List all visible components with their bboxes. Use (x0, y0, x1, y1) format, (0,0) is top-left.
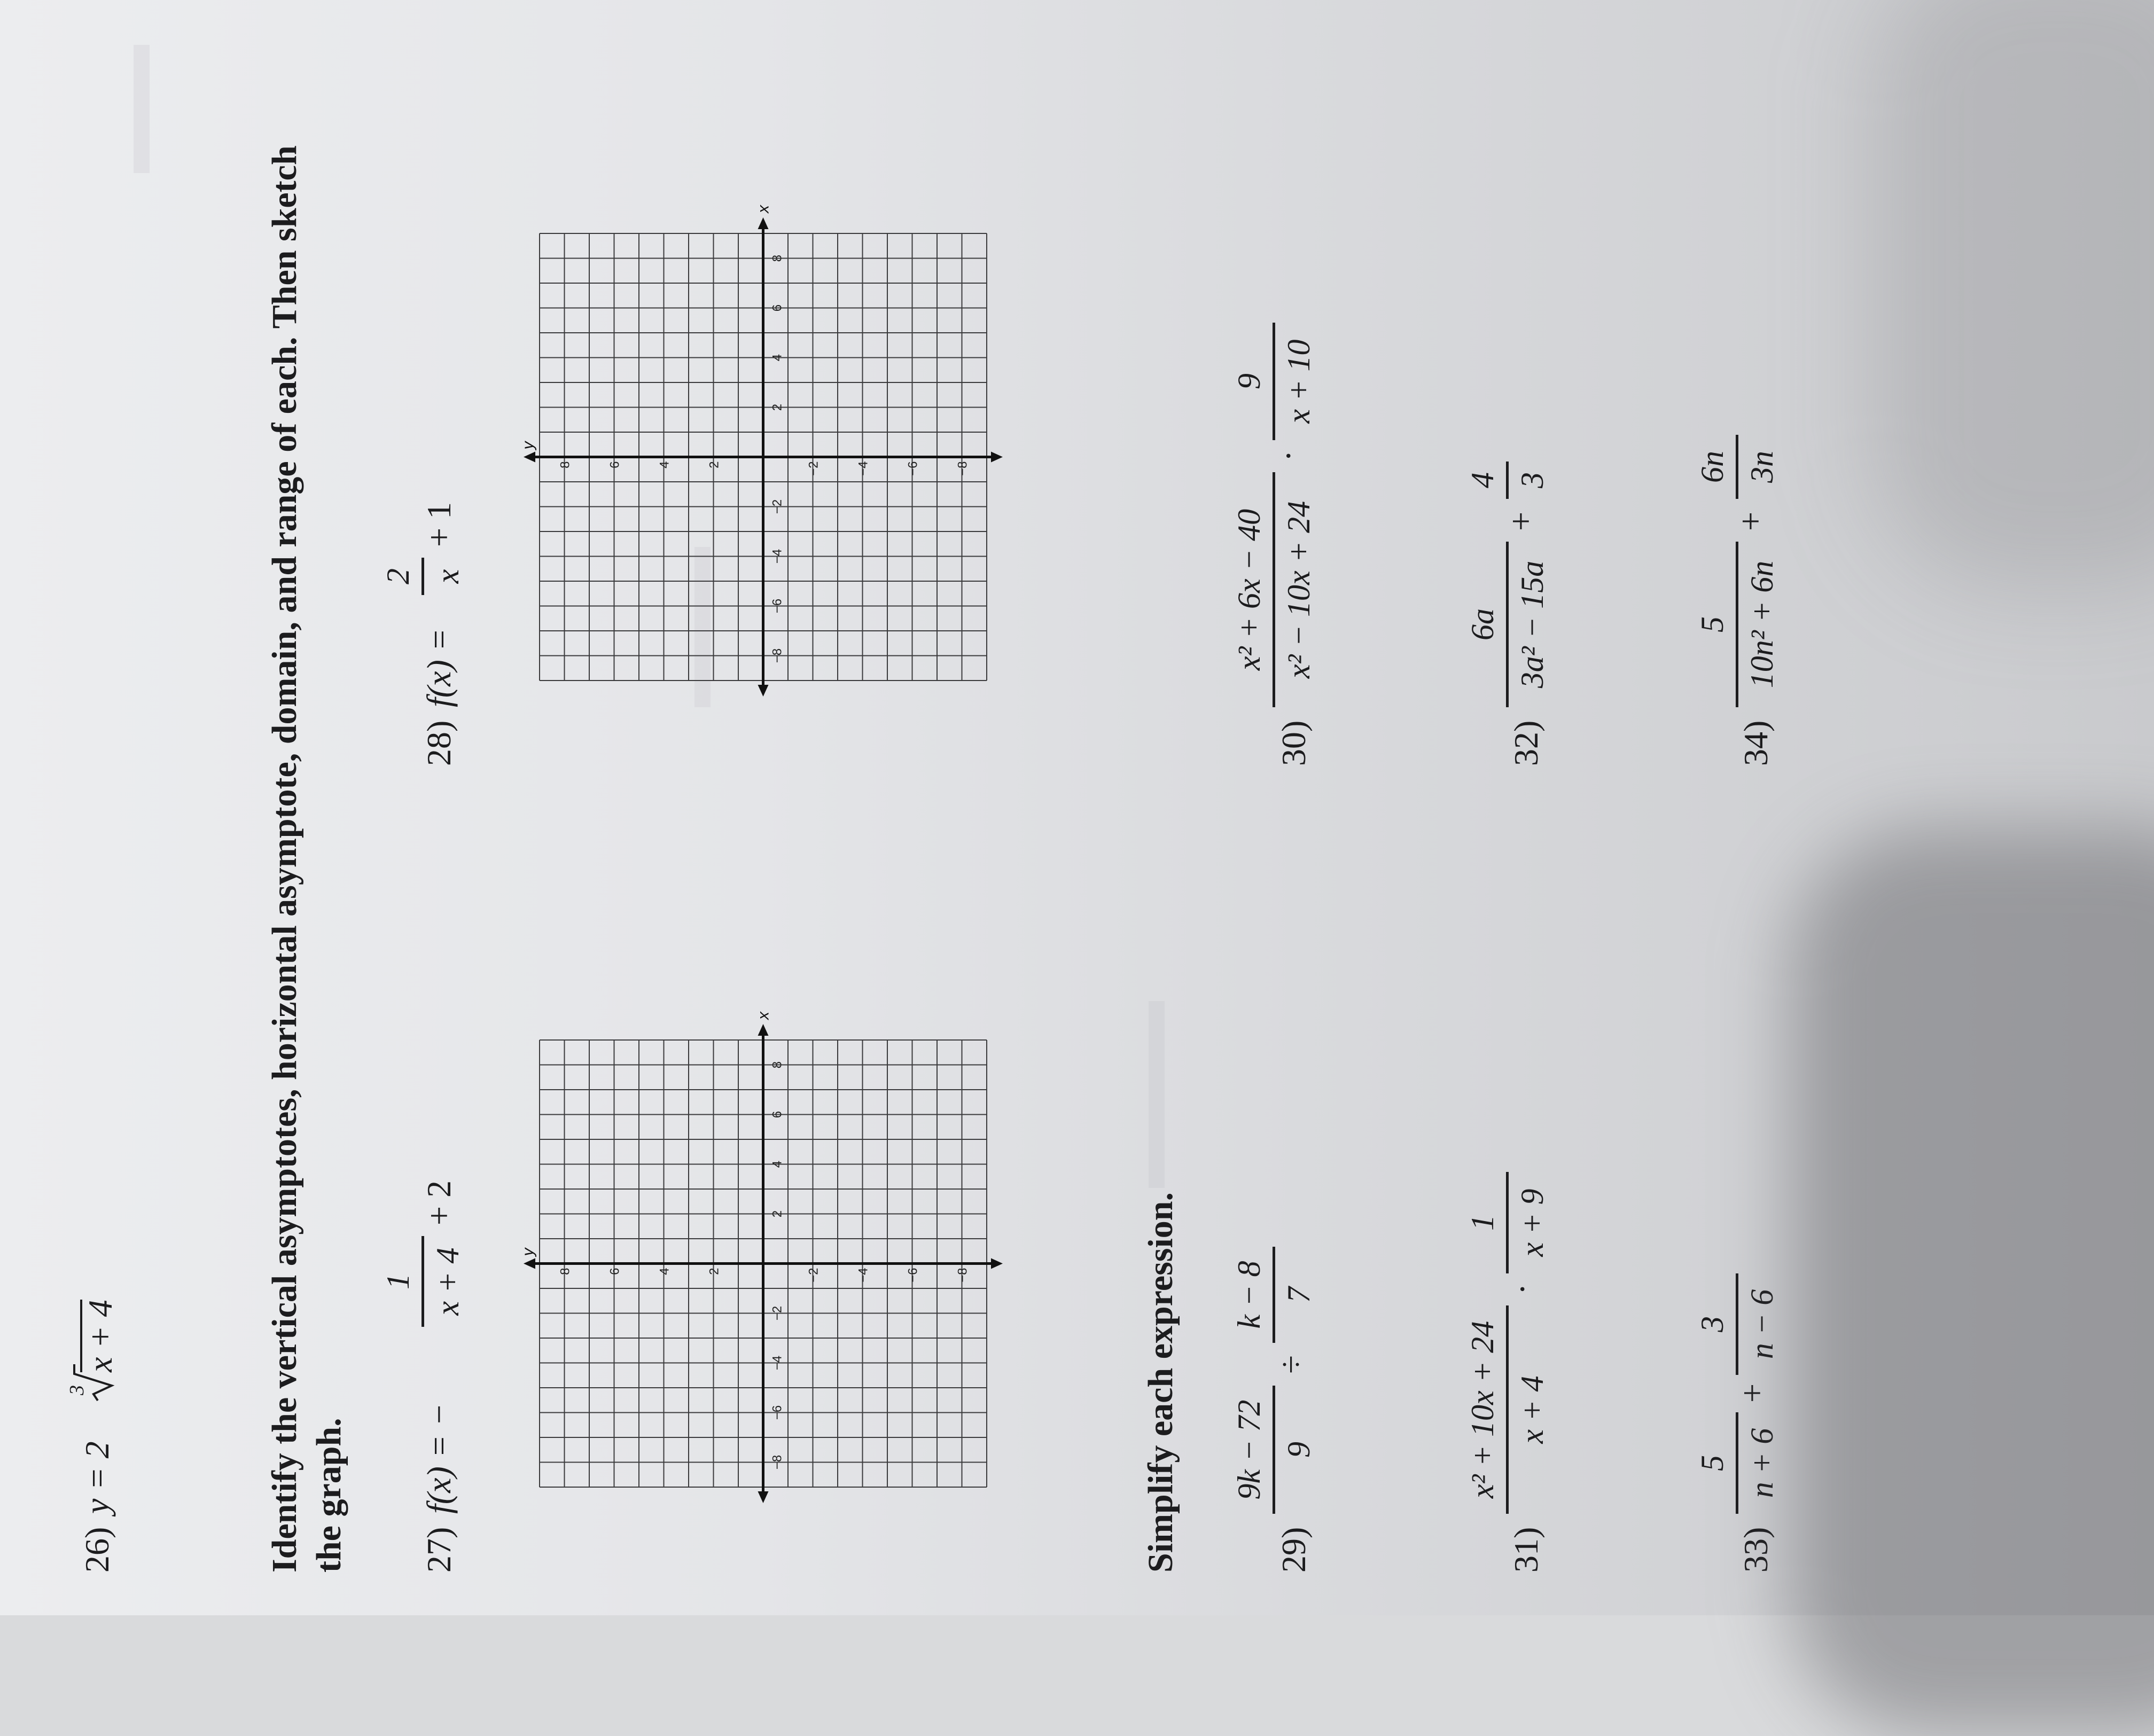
y-tick-label: 6 (607, 461, 622, 468)
fraction-numerator: 1 (380, 1273, 416, 1289)
x-tick-label: 8 (770, 1061, 785, 1069)
fraction-denominator: 3n (1744, 451, 1780, 483)
coordinate-grid-27 (513, 985, 1026, 1519)
problem-29-fraction-2 (1233, 1247, 1315, 1343)
fraction-bar (1273, 323, 1275, 440)
y-tick-label: 2 (707, 461, 722, 468)
y-tick-label: 2 (707, 1268, 722, 1275)
instructions-heading-line2: the graph. (309, 1418, 348, 1573)
shadow-bottom-right (1790, 828, 2154, 1736)
x-tick-label: −6 (770, 1405, 785, 1420)
problem-29-number: 29) (1275, 1527, 1313, 1573)
fraction-bar (1273, 472, 1275, 707)
problem-34-fraction-1 (1696, 542, 1778, 707)
problem-27-tail: + 2 (420, 1180, 458, 1225)
problem-32-fraction-2 (1466, 462, 1548, 499)
y-tick-label: −8 (955, 1268, 970, 1283)
y-tick-label: 4 (657, 1268, 672, 1275)
fraction-denominator: x + 4 (1515, 1375, 1550, 1444)
fraction-numerator: 6n (1695, 451, 1730, 483)
x-tick-label: −4 (770, 549, 785, 564)
x-axis-arrow-icon (758, 685, 769, 697)
fraction-numerator: 5 (1695, 616, 1730, 632)
y-tick-label: −2 (806, 461, 821, 476)
problem-30-fraction-1 (1233, 472, 1315, 707)
problem-33-fraction-1 (1696, 1412, 1778, 1514)
fraction-numerator: x² + 10x + 24 (1465, 1320, 1500, 1499)
problem-26-root-index: 3 (66, 1385, 88, 1395)
x-tick-label: 8 (770, 254, 785, 262)
fraction-bar (1506, 542, 1509, 707)
fraction-denominator: 3 (1515, 472, 1550, 488)
x-tick-label: −6 (770, 598, 785, 614)
y-axis-label: y (519, 1248, 537, 1256)
x-axis-arrow-icon (758, 217, 769, 229)
x-tick-label: −2 (770, 499, 785, 514)
y-axis-arrow-icon (524, 1258, 535, 1269)
fraction-bar (1506, 1305, 1509, 1514)
x-axis-label: x (754, 1012, 772, 1020)
x-tick-label: −4 (770, 1355, 785, 1371)
x-axis-arrow-icon (758, 1491, 769, 1503)
problem-26-radicand: x + 4 (81, 1300, 119, 1372)
x-tick-label: 6 (770, 1111, 785, 1119)
y-axis-arrow-icon (991, 452, 1003, 463)
problem-30-number: 30) (1275, 720, 1313, 766)
y-tick-label: −6 (906, 461, 920, 476)
fraction-bar (1736, 435, 1738, 499)
problem-26-expr-prefix: y = 2 (78, 1441, 116, 1514)
fraction-bar (1273, 1247, 1275, 1343)
problem-28-number: 28) (420, 720, 458, 766)
y-axis-label: y (519, 441, 537, 450)
y-tick-label: 6 (607, 1268, 622, 1275)
y-axis-arrow-icon (524, 452, 535, 463)
problem-27-fraction (382, 1236, 464, 1327)
fraction-denominator: x + 9 (1515, 1188, 1550, 1257)
fraction-bar (1736, 542, 1738, 707)
problem-31-fraction-2 (1466, 1172, 1548, 1273)
x-tick-label: −2 (770, 1305, 785, 1321)
fraction-bar (1273, 1386, 1275, 1514)
fraction-numerator: 3 (1695, 1316, 1730, 1332)
problem-34-number: 34) (1737, 720, 1775, 766)
fraction-denominator: 10n² + 6n (1744, 560, 1780, 689)
fraction-numerator: 1 (1465, 1215, 1500, 1231)
x-tick-label: 4 (770, 354, 785, 362)
fraction-numerator: 2 (380, 568, 416, 584)
problem-27-lhs: f(x) = − (420, 1403, 458, 1514)
problem-27-number: 27) (420, 1527, 458, 1573)
coordinate-grid-28 (513, 178, 1026, 713)
fraction-denominator: 7 (1281, 1287, 1316, 1303)
fraction-numerator: 9k − 72 (1231, 1399, 1267, 1500)
problem-33-number: 33) (1737, 1527, 1775, 1573)
problem-30-operator: · (1269, 450, 1307, 462)
x-tick-label: −8 (770, 1455, 785, 1470)
fraction-numerator: 5 (1695, 1455, 1730, 1471)
y-tick-label: −4 (856, 1268, 871, 1283)
fraction-denominator: 9 (1281, 1442, 1316, 1458)
fraction-numerator: 6a (1465, 608, 1500, 640)
problem-29-fraction-1 (1233, 1386, 1315, 1514)
problem-28-lhs: f(x) = (420, 628, 458, 707)
y-tick-label: −6 (906, 1268, 920, 1283)
y-axis-arrow-icon (991, 1258, 1003, 1269)
problem-31-number: 31) (1507, 1527, 1545, 1573)
x-tick-label: 2 (770, 403, 785, 411)
problem-33-operator: + (1733, 1383, 1771, 1403)
problem-33-fraction-2 (1696, 1273, 1778, 1375)
fraction-denominator: x + 10 (1281, 339, 1316, 424)
problem-31-fraction-1 (1466, 1305, 1548, 1514)
section-heading-simplify: Simplify each expression. (1141, 1192, 1180, 1573)
x-tick-label: 4 (770, 1160, 785, 1168)
fraction-denominator: 3a² − 15a (1515, 560, 1550, 689)
fraction-numerator: 4 (1465, 472, 1500, 488)
bleed-through-mark (134, 45, 150, 173)
problem-28-tail: + 1 (420, 502, 458, 547)
bleed-through-mark (1149, 1001, 1165, 1188)
problem-31-operator: · (1503, 1283, 1541, 1295)
problem-30-fraction-2 (1233, 323, 1315, 440)
fraction-denominator: x (430, 569, 465, 584)
fraction-bar (422, 1236, 424, 1327)
x-axis-label: x (754, 205, 772, 213)
problem-34-operator: + (1731, 511, 1769, 531)
y-tick-label: −4 (856, 461, 871, 476)
fraction-denominator: n − 6 (1744, 1289, 1780, 1359)
fraction-bar (1506, 1172, 1509, 1273)
problem-32-number: 32) (1507, 720, 1545, 766)
x-tick-label: 6 (770, 304, 785, 312)
fraction-numerator: 9 (1231, 373, 1267, 389)
y-tick-label: 8 (558, 461, 573, 468)
fraction-denominator: x + 4 (430, 1247, 465, 1316)
problem-32-fraction-1 (1466, 542, 1548, 707)
problem-32-operator: + (1502, 511, 1540, 531)
problem-34-fraction-2 (1696, 435, 1778, 499)
fraction-bar (1736, 1412, 1738, 1514)
fraction-bar (1506, 462, 1509, 499)
problem-28-fraction (382, 558, 464, 595)
fraction-numerator: x² + 6x − 40 (1231, 509, 1267, 671)
y-tick-label: −8 (955, 461, 970, 476)
fraction-numerator: k − 8 (1231, 1261, 1267, 1329)
y-tick-label: −2 (806, 1268, 821, 1283)
problem-29-operator: ÷ (1272, 1355, 1310, 1374)
fraction-denominator: x² − 10x + 24 (1281, 501, 1316, 679)
x-axis-arrow-icon (758, 1024, 769, 1036)
fraction-bar (1736, 1273, 1738, 1375)
problem-26-number: 26) (78, 1527, 116, 1573)
instructions-heading-line1: Identify the vertical asymptotes, horizontal asymptote, domain, and range of each. Then sketch (265, 145, 304, 1573)
fraction-bar (422, 558, 424, 595)
x-tick-label: −8 (770, 648, 785, 663)
y-tick-label: 8 (558, 1268, 573, 1275)
fraction-denominator: n + 6 (1744, 1428, 1780, 1498)
y-tick-label: 4 (657, 461, 672, 468)
x-tick-label: 2 (770, 1210, 785, 1218)
